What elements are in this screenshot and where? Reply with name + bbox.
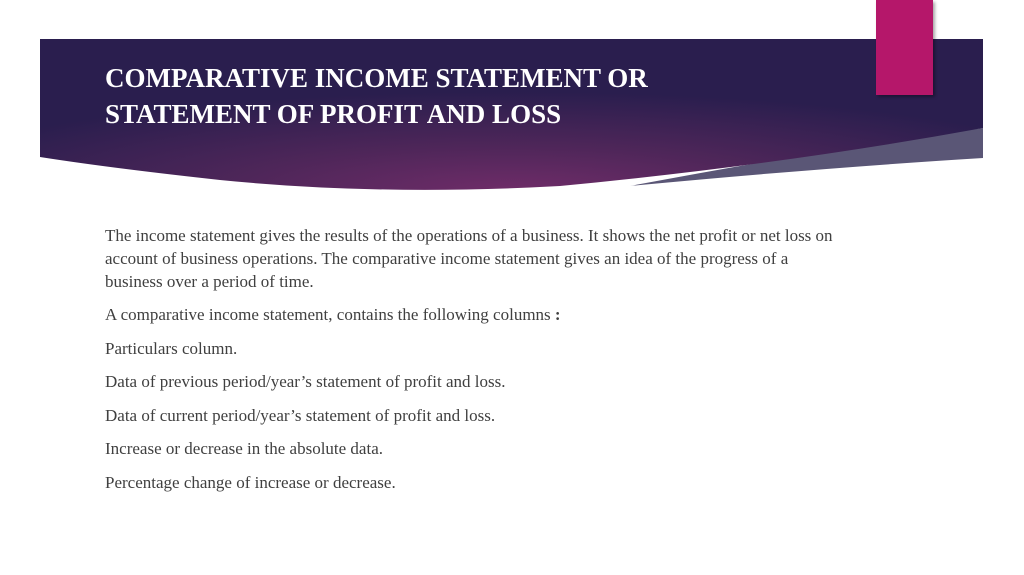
column-item-percentage-change: Percentage change of increase or decrease. (105, 472, 396, 492)
accent-tab (876, 0, 933, 95)
columns-lead-colon: : (554, 305, 561, 324)
column-item-particulars: Particulars column. (105, 338, 238, 358)
columns-lead-paragraph (105, 303, 835, 326)
column-item-previous-period: Data of previous period/year’s statement of profit and loss. (105, 372, 506, 391)
column-item-absolute-change: Increase or decrease in the absolute data. (105, 439, 383, 458)
slide-title-line-2: STATEMENT OF PROFIT AND LOSS (105, 99, 562, 129)
slide-title-line-1: COMPARATIVE INCOME STATEMENT OR (105, 63, 648, 93)
intro-paragraph: The income statement gives the results of the operations of a business. It shows the net profit or net loss on account of business operations. The comparative income statement gives an idea of the progress of a business over a period of time. (105, 226, 833, 291)
slide-body (105, 224, 835, 504)
columns-lead-text: A comparative income statement, contains the following columns (105, 305, 551, 324)
slide-title (105, 60, 805, 132)
column-item-current-period: Data of current period/year’s statement of profit and loss. (105, 405, 496, 425)
